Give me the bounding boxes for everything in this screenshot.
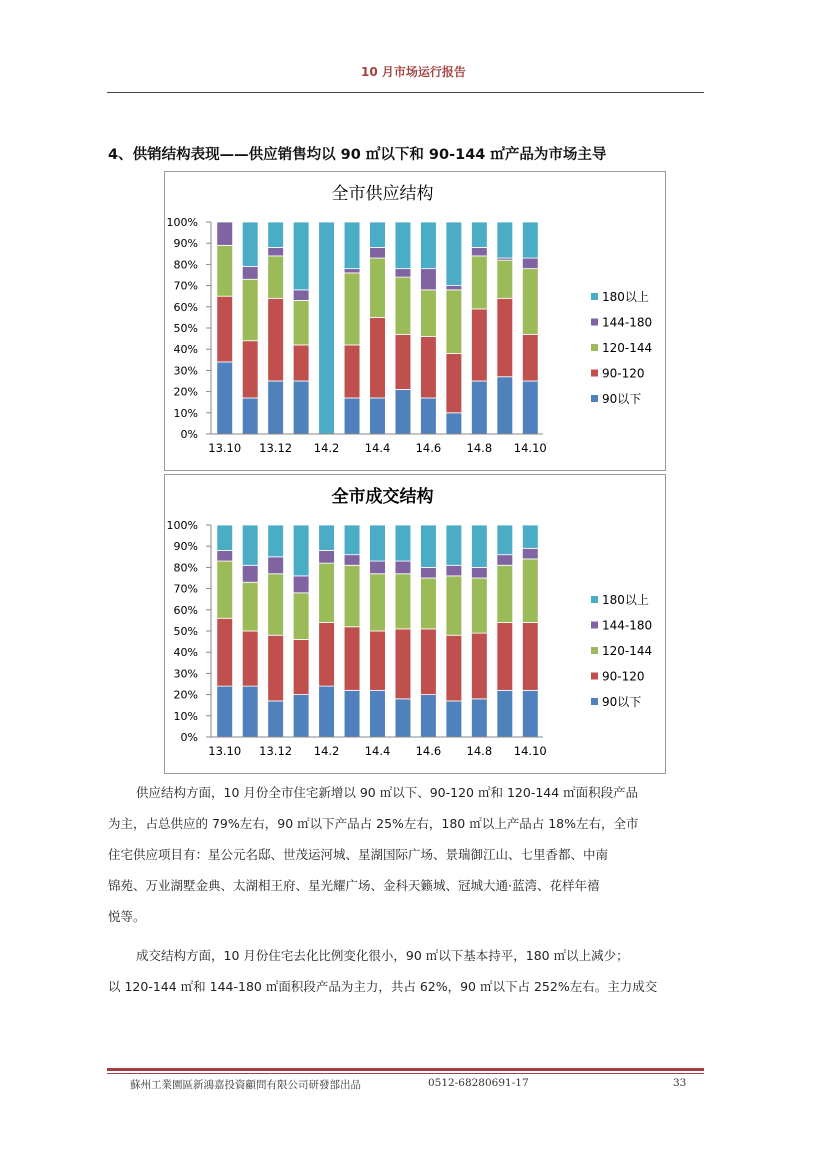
bar-segment — [421, 695, 437, 737]
bar-segment — [421, 269, 437, 290]
bar-segment — [293, 576, 309, 593]
header-rule — [107, 92, 704, 93]
bar-segment — [293, 290, 309, 301]
legend-swatch — [591, 293, 598, 300]
legend-label: 90以下 — [602, 695, 642, 709]
bar-segment — [446, 353, 462, 412]
transaction-structure-chart — [164, 474, 666, 774]
bar-segment — [268, 247, 284, 255]
bar-segment — [217, 362, 233, 434]
legend-swatch — [591, 698, 598, 705]
bar-segment — [497, 222, 513, 258]
y-tick-label: 20% — [173, 688, 198, 702]
bar-segment — [395, 699, 411, 737]
bar-segment — [471, 247, 487, 255]
bar-segment — [446, 222, 462, 286]
bar-segment — [471, 567, 487, 578]
paragraph-line: 为主，占总供应的 79%左右，90 ㎡以下产品占 25%左右，180 ㎡以上产品占 18%左右，全市 — [108, 816, 639, 831]
bar-segment — [446, 635, 462, 701]
legend-label: 90-120 — [602, 669, 645, 684]
footer-company: 蘇州工業園區新鴻嘉投資顧問有限公司研發部出品 — [130, 1079, 361, 1091]
bar-segment — [497, 298, 513, 376]
bar-segment — [421, 222, 437, 269]
bar-segment — [370, 690, 386, 737]
legend-swatch — [591, 344, 598, 351]
chart-title: 全市成交结构 — [331, 487, 434, 507]
bar-segment — [344, 269, 360, 273]
bar-segment — [370, 247, 386, 258]
bar-segment — [344, 345, 360, 398]
bar-segment — [471, 309, 487, 381]
y-tick-label: 0% — [180, 428, 198, 441]
bar-segment — [497, 555, 513, 566]
bar-segment — [370, 317, 386, 398]
bar-segment — [217, 561, 233, 618]
bar-segment — [217, 245, 233, 296]
y-tick-label: 70% — [173, 582, 198, 596]
bar-segment — [395, 277, 411, 334]
x-tick-label: 14.8 — [466, 441, 493, 455]
bar-segment — [217, 525, 233, 550]
bar-segment — [522, 559, 538, 623]
bar-segment — [217, 550, 233, 561]
bar-segment — [268, 557, 284, 574]
section-heading: 4、供销结构表现——供应销售均以 90 ㎡以下和 90-144 ㎡产品为市场主导 — [108, 147, 607, 163]
bar-segment — [471, 633, 487, 699]
x-tick-label: 14.4 — [364, 441, 391, 455]
bar-segment — [497, 377, 513, 434]
bar-segment — [471, 381, 487, 434]
legend-swatch — [591, 596, 598, 603]
bar-segment — [370, 398, 386, 434]
transaction-structure-chart-svg — [165, 475, 665, 773]
legend-label: 180以上 — [602, 593, 649, 607]
footer-rule-thin — [107, 1073, 704, 1074]
footer-phone: 0512-68280691-17 — [428, 1077, 529, 1089]
x-tick-label: 14.4 — [364, 744, 391, 758]
y-tick-label: 60% — [173, 300, 198, 314]
x-tick-label: 14.6 — [415, 441, 442, 455]
bar-segment — [522, 690, 538, 737]
bar-segment — [268, 256, 284, 298]
bar-segment — [421, 629, 437, 695]
bar-segment — [370, 574, 386, 631]
bar-segment — [370, 525, 386, 561]
bar-segment — [497, 260, 513, 298]
bar-segment — [522, 381, 538, 434]
bar-segment — [395, 629, 411, 699]
legend-label: 144-180 — [602, 618, 653, 633]
legend-swatch — [591, 395, 598, 402]
bar-segment — [319, 525, 335, 550]
paragraph-line: 悦等。 — [108, 909, 146, 924]
paragraph-line: 以 120-144 ㎡和 144-180 ㎡面积段产品为主力，共占 62%，90 ㎡以下占 252%左右。主力成交 — [108, 979, 658, 994]
x-tick-label: 14.8 — [466, 744, 493, 758]
bar-segment — [242, 631, 258, 686]
y-tick-label: 40% — [173, 343, 198, 357]
bar-segment — [446, 413, 462, 434]
chart-title: 全市供应结构 — [331, 184, 434, 204]
bar-segment — [344, 525, 360, 555]
legend-label: 90-120 — [602, 366, 645, 381]
bar-segment — [421, 336, 437, 397]
supply-structure-chart-svg — [165, 172, 665, 470]
bar-segment — [217, 296, 233, 362]
bar-segment — [421, 525, 437, 567]
y-tick-label: 50% — [173, 322, 198, 335]
bar-segment — [446, 286, 462, 290]
bar-segment — [395, 389, 411, 434]
bar-segment — [293, 222, 309, 290]
bar-segment — [395, 222, 411, 269]
bar-segment — [293, 300, 309, 345]
bar-segment — [217, 222, 233, 245]
bar-segment — [395, 334, 411, 389]
page-header-title: 10 月市场运行报告 — [361, 65, 466, 79]
bar-segment — [242, 341, 258, 398]
x-tick-label: 14.2 — [313, 441, 340, 455]
y-tick-label: 100% — [166, 216, 198, 229]
bar-segment — [522, 269, 538, 335]
bar-segment — [370, 258, 386, 317]
bar-segment — [522, 525, 538, 548]
supply-paragraph — [108, 777, 696, 932]
bar-segment — [344, 222, 360, 269]
legend-label: 180以上 — [602, 290, 649, 304]
bar-segment — [268, 222, 284, 247]
bar-segment — [471, 222, 487, 247]
bar-segment — [242, 565, 258, 582]
bar-segment — [242, 582, 258, 631]
bar-segment — [268, 381, 284, 434]
bar-segment — [522, 222, 538, 258]
bar-segment — [421, 567, 437, 578]
x-tick-label: 14.6 — [415, 744, 442, 758]
page-number: 33 — [673, 1077, 687, 1089]
y-tick-label: 10% — [173, 406, 198, 420]
bar-segment — [471, 699, 487, 737]
bar-segment — [522, 623, 538, 691]
x-tick-label: 14.10 — [513, 441, 547, 455]
bar-segment — [319, 563, 335, 622]
bar-segment — [268, 701, 284, 737]
bar-segment — [344, 627, 360, 691]
bar-segment — [471, 256, 487, 309]
y-tick-label: 30% — [173, 667, 198, 681]
bar-segment — [497, 525, 513, 555]
bar-segment — [344, 690, 360, 737]
bar-segment — [522, 334, 538, 381]
bar-segment — [446, 565, 462, 576]
y-tick-label: 80% — [173, 561, 198, 575]
bar-segment — [497, 690, 513, 737]
bar-segment — [293, 525, 309, 576]
legend-swatch — [591, 319, 598, 326]
y-tick-label: 0% — [180, 731, 198, 744]
y-tick-label: 90% — [173, 540, 198, 554]
x-tick-label: 13.10 — [208, 744, 242, 758]
bar-segment — [242, 279, 258, 340]
y-tick-label: 90% — [173, 237, 198, 251]
bar-segment — [268, 635, 284, 701]
legend-swatch — [591, 647, 598, 654]
bar-segment — [370, 631, 386, 690]
bar-segment — [217, 686, 233, 737]
bar-segment — [293, 381, 309, 434]
y-tick-label: 10% — [173, 709, 198, 723]
bar-segment — [268, 525, 284, 557]
bar-segment — [421, 398, 437, 434]
bar-segment — [242, 525, 258, 565]
bar-segment — [421, 578, 437, 629]
bar-segment — [344, 273, 360, 345]
y-tick-label: 70% — [173, 279, 198, 293]
legend-label: 120-144 — [602, 341, 653, 355]
bar-segment — [522, 258, 538, 269]
x-tick-label: 13.10 — [208, 441, 242, 455]
transaction-paragraph — [108, 940, 696, 1002]
bar-segment — [319, 686, 335, 737]
bar-segment — [395, 574, 411, 629]
x-tick-label: 14.10 — [513, 744, 547, 758]
legend-swatch — [591, 673, 598, 680]
bar-segment — [471, 525, 487, 567]
bar-segment — [522, 548, 538, 559]
y-tick-label: 20% — [173, 385, 198, 399]
bar-segment — [344, 555, 360, 566]
legend-label: 90以下 — [602, 392, 642, 406]
bar-segment — [395, 525, 411, 561]
bar-segment — [421, 290, 437, 337]
bar-segment — [446, 525, 462, 565]
bar-segment — [497, 623, 513, 691]
bar-segment — [446, 576, 462, 635]
bar-segment — [471, 578, 487, 633]
bar-segment — [293, 593, 309, 640]
bar-segment — [497, 565, 513, 622]
bar-segment — [319, 222, 335, 434]
bar-segment — [370, 561, 386, 574]
x-tick-label: 13.12 — [259, 441, 293, 455]
y-tick-label: 60% — [173, 603, 198, 617]
x-tick-label: 14.2 — [313, 744, 340, 758]
y-tick-label: 40% — [173, 646, 198, 660]
bar-segment — [242, 686, 258, 737]
footer-rule-thick — [107, 1068, 704, 1071]
bar-segment — [242, 267, 258, 280]
paragraph-line: 住宅供应项目有：星公元名邸、世茂运河城、星湖国际广场、景瑞御江山、七里香都、中南 — [108, 847, 609, 862]
paragraph-line: 供应结构方面，10 月份全市住宅新增以 90 ㎡以下、90-120 ㎡和 120-144 ㎡面积段产品 — [136, 785, 639, 800]
bar-segment — [293, 695, 309, 737]
bar-segment — [242, 222, 258, 267]
bar-segment — [319, 623, 335, 687]
bar-segment — [293, 345, 309, 381]
bar-segment — [268, 574, 284, 635]
bar-segment — [217, 618, 233, 686]
legend-label: 120-144 — [602, 644, 653, 658]
bar-segment — [293, 639, 309, 694]
bar-segment — [319, 550, 335, 563]
bar-segment — [370, 222, 386, 247]
bar-segment — [344, 565, 360, 626]
y-tick-label: 100% — [166, 519, 198, 532]
bar-segment — [344, 398, 360, 434]
supply-structure-chart — [164, 171, 666, 471]
bar-segment — [268, 298, 284, 381]
legend-swatch — [591, 370, 598, 377]
y-tick-label: 50% — [173, 625, 198, 638]
y-tick-label: 80% — [173, 258, 198, 272]
bar-segment — [242, 398, 258, 434]
bar-segment — [446, 701, 462, 737]
bar-segment — [395, 269, 411, 277]
paragraph-line: 成交结构方面，10 月份住宅去化比例变化很小，90 ㎡以下基本持平，180 ㎡以上减少； — [136, 948, 629, 963]
x-tick-label: 13.12 — [259, 744, 293, 758]
paragraph-line: 锦苑、万业湖墅金典、太湖相王府、星光耀广场、金科天籁城、冠城大通·蓝湾、花样年禧 — [108, 878, 600, 893]
legend-label: 144-180 — [602, 315, 653, 330]
bar-segment — [395, 561, 411, 574]
legend-swatch — [591, 622, 598, 629]
y-tick-label: 30% — [173, 364, 198, 378]
bar-segment — [446, 290, 462, 354]
